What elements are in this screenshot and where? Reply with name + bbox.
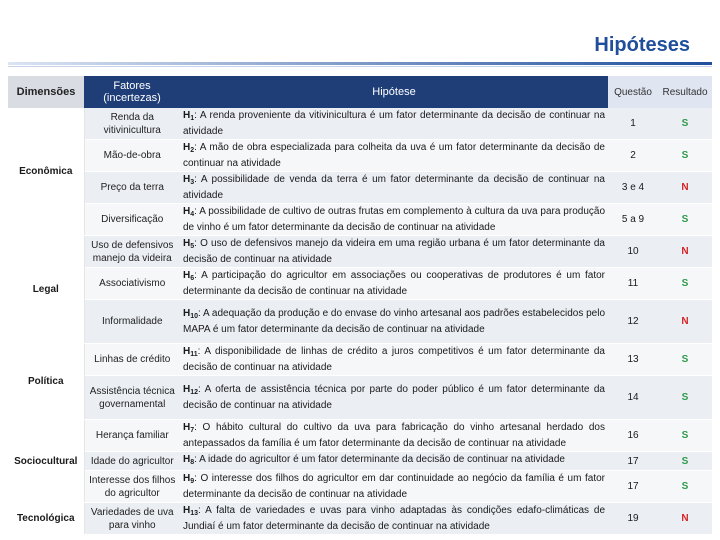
- resultado-cell: S: [658, 471, 712, 503]
- fator-cell: Associativismo: [84, 268, 180, 300]
- table-row: [8, 420, 712, 452]
- fator-cell: Interesse dos filhos do agricultor: [84, 471, 180, 503]
- resultado-cell: S: [658, 376, 712, 420]
- fator-cell: Assistência técnica governamental: [84, 376, 180, 420]
- questao-cell: 12: [608, 300, 658, 344]
- fator-cell: Renda da vitivinicultura: [84, 108, 180, 140]
- hypothesis-cell: $H_9$: O interesse dos filhos do agricultor em dar continuidade ao negócio da família é um fator determinante da decisão de continuar na atividade: [180, 471, 608, 503]
- hypothesis-cell: $H_8$: A idade do agricultor é um fator determinante da decisão de continuar na atividade: [180, 452, 608, 471]
- resultado-cell: N: [658, 172, 712, 204]
- fator-cell: Diversificação: [84, 204, 180, 236]
- questao-cell: 17: [608, 471, 658, 503]
- hypothesis-cell: $H_1$: A renda proveniente da vitivinicultura é um fator determinante da decisão de continuar na atividade: [180, 108, 608, 140]
- header-hipotese: Hipótese: [180, 76, 608, 108]
- questao-cell: 14: [608, 376, 658, 420]
- header-questao: Questão: [608, 76, 658, 108]
- questao-cell: 19: [608, 503, 658, 535]
- table-row: [8, 172, 712, 204]
- hypotheses-table: [8, 76, 712, 535]
- hypothesis-cell: $H_5$: O uso de defensivos manejo da videira em uma região urbana é um fator determinante da decisão de continuar na atividade: [180, 236, 608, 268]
- hypothesis-cell: $H_2$: A mão de obra especializada para colheita da uva é um fator determinante da decisão de continuar na atividade: [180, 140, 608, 172]
- table-row: [8, 268, 712, 300]
- dimension-tecnologica: Tecnológica: [8, 503, 84, 535]
- resultado-cell: N: [658, 300, 712, 344]
- fator-cell: Linhas de crédito: [84, 344, 180, 376]
- fator-cell: Variedades de uva para vinho: [84, 503, 180, 535]
- questao-cell: 13: [608, 344, 658, 376]
- table-row: [8, 204, 712, 236]
- resultado-cell: S: [658, 268, 712, 300]
- resultado-cell: N: [658, 236, 712, 268]
- table-row: [8, 236, 712, 268]
- hypothesis-cell: $H_7$: O hábito cultural do cultivo da uva para fabricação do vinho artesanal herdado dos antepassados da família é um fator determinante da decisão de continuar na atividade: [180, 420, 608, 452]
- hypothesis-cell: $H_{13}$: A falta de variedades e uvas para vinho adaptadas às condições edafo-climáticas de Jundiaí é um fator determinante da decisão de continuar na atividade: [180, 503, 608, 535]
- fator-cell: Informalidade: [84, 300, 180, 344]
- fator-cell: Uso de defensivos manejo da videira: [84, 236, 180, 268]
- table-row: [8, 300, 712, 344]
- fator-cell: Idade do agricultor: [84, 452, 180, 471]
- questao-cell: 17: [608, 452, 658, 471]
- resultado-cell: S: [658, 108, 712, 140]
- hypothesis-cell: $H_4$: A possibilidade de cultivo de outras frutas em complemento à cultura da uva para produção de vinho é um fator determinante da decisão de continuar na atividade: [180, 204, 608, 236]
- resultado-cell: S: [658, 204, 712, 236]
- title-divider-light: [8, 66, 712, 67]
- table-header-row: [8, 76, 712, 108]
- questao-cell: 16: [608, 420, 658, 452]
- page-title: Hipóteses: [594, 34, 690, 56]
- resultado-cell: S: [658, 140, 712, 172]
- questao-cell: 10: [608, 236, 658, 268]
- fator-cell: Herança familiar: [84, 420, 180, 452]
- title-divider: [8, 62, 712, 65]
- fator-cell: Preço da terra: [84, 172, 180, 204]
- dimension-sociocultural: Sociocultural: [8, 420, 84, 503]
- resultado-cell: N: [658, 503, 712, 535]
- table-row: [8, 503, 712, 535]
- hypothesis-cell: $H_{11}$: A disponibilidade de linhas de crédito a juros competitivos é um fator determinante da decisão de continuar na atividade: [180, 344, 608, 376]
- questao-cell: 2: [608, 140, 658, 172]
- resultado-cell: S: [658, 420, 712, 452]
- table-row: [8, 471, 712, 503]
- questao-cell: 11: [608, 268, 658, 300]
- hypothesis-cell: $H_{10}$: A adequação da produção e do envase do vinho artesanal aos padrões estabelecidos pelo MAPA é um fator determinante da decisão de continuar na atividade: [180, 300, 608, 344]
- questao-cell: 3 e 4: [608, 172, 658, 204]
- table-row: [8, 376, 712, 420]
- resultado-cell: S: [658, 452, 712, 471]
- header-resultado: Resultado: [658, 76, 712, 108]
- table-row: [8, 108, 712, 140]
- dimension-legal: Legal: [8, 236, 84, 344]
- hypothesis-cell: $H_6$: A participação do agricultor em associações ou cooperativas de produtores é um fator determinante da decisão de continuar na atividade: [180, 268, 608, 300]
- fator-cell: Mão-de-obra: [84, 140, 180, 172]
- hypothesis-cell: $H_3$: A possibilidade de venda da terra é um fator determinante da decisão de continuar na atividade: [180, 172, 608, 204]
- table-row: [8, 344, 712, 376]
- resultado-cell: S: [658, 344, 712, 376]
- table-row: [8, 140, 712, 172]
- dimension-politica: Política: [8, 344, 84, 420]
- table-row: [8, 452, 712, 471]
- questao-cell: 1: [608, 108, 658, 140]
- hypothesis-cell: $H_{12}$: A oferta de assistência técnica por parte do poder público é um fator determinante da decisão de continuar na atividade: [180, 376, 608, 420]
- questao-cell: 5 a 9: [608, 204, 658, 236]
- dimension-economica: Econômica: [8, 108, 84, 236]
- header-dimensoes: Dimensões: [8, 76, 84, 108]
- header-fatores: Fatores (incertezas): [84, 76, 180, 108]
